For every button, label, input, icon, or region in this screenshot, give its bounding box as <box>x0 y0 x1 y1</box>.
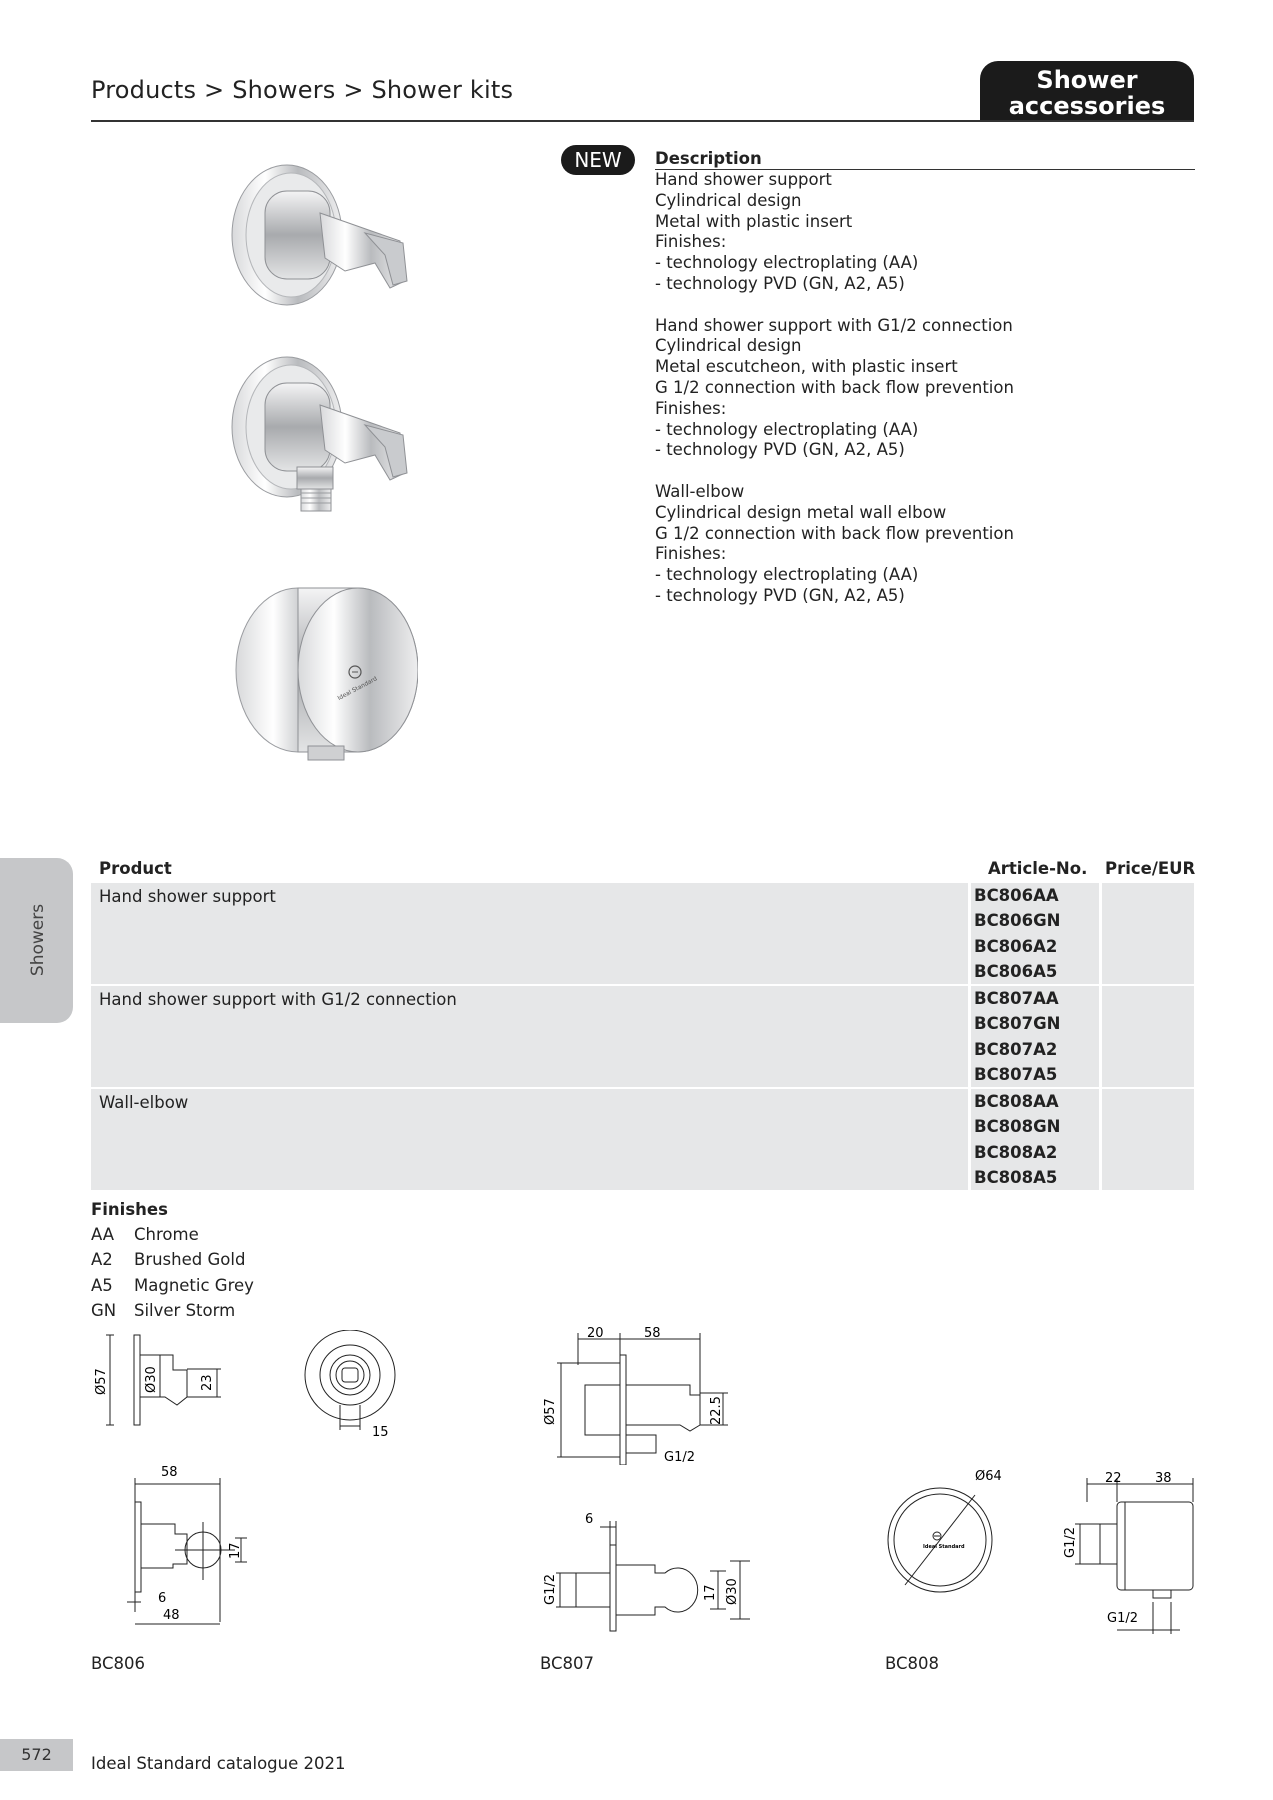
column-header-price: Price/EUR <box>1105 859 1196 878</box>
description-line: Cylindrical design metal wall elbow <box>655 502 947 522</box>
description-line: - technology electroplating (AA) <box>655 419 919 439</box>
article-number: BC806A2 <box>974 936 1058 956</box>
article-number: BC807AA <box>974 989 1059 1008</box>
article-number: BC806A5 <box>974 961 1058 981</box>
article-number: BC807A2 <box>974 1039 1058 1059</box>
dimension-label: 20 <box>587 1326 604 1341</box>
bc806-front-drawing <box>300 1330 410 1445</box>
article-number: BC807A5 <box>974 1064 1058 1084</box>
finish-name: Silver Storm <box>134 1300 236 1320</box>
dimension-label: 17 <box>703 1584 718 1601</box>
section-tab-line2: accessories <box>1008 92 1166 120</box>
dimension-label: G1/2 <box>543 1574 558 1605</box>
finishes-title: Finishes <box>91 1200 168 1219</box>
dimension-label: 38 <box>1155 1471 1172 1486</box>
description-line: - technology PVD (GN, A2, A5) <box>655 440 905 460</box>
finish-item <box>91 1298 254 1323</box>
article-number: BC806AA <box>974 886 1059 905</box>
article-number: BC807GN <box>974 1014 1061 1034</box>
drawing-label-bc806: BC806 <box>91 1654 146 1673</box>
table-row <box>91 1089 1194 1190</box>
article-number: BC808A5 <box>974 1167 1058 1187</box>
dimension-label: G1/2 <box>1107 1611 1138 1626</box>
description-line: - technology electroplating (AA) <box>655 565 919 585</box>
description <box>655 149 1195 628</box>
table-row <box>91 883 1194 984</box>
brand-mark: Ideal Standard <box>923 1544 965 1550</box>
product-name: Wall-elbow <box>99 1093 189 1112</box>
wall-elbow-image <box>228 580 418 765</box>
svg-text:Ideal Standard: Ideal Standard <box>336 675 379 703</box>
description-line: Finishes: <box>655 398 727 418</box>
table-row <box>91 986 1194 1087</box>
finish-name: Brushed Gold <box>134 1250 246 1270</box>
dimension-label: Ø30 <box>725 1578 740 1605</box>
bc807-side-drawing <box>540 1505 770 1635</box>
finish-name: Magnetic Grey <box>134 1275 254 1295</box>
article-number: BC806GN <box>974 911 1061 931</box>
dimension-label: G1/2 <box>664 1450 695 1465</box>
finishes-legend <box>91 1197 254 1323</box>
dimension-label: 23 <box>200 1374 215 1391</box>
description-line: Hand shower support with G1/2 connection <box>655 315 1013 335</box>
bc806-side-drawing <box>115 1462 265 1637</box>
description-line: Metal with plastic insert <box>655 211 853 231</box>
description-line: - technology PVD (GN, A2, A5) <box>655 585 905 605</box>
bc806-top-drawing <box>85 1325 265 1440</box>
column-header-product: Product <box>99 859 172 878</box>
article-number: BC808AA <box>974 1092 1059 1111</box>
description-line: Cylindrical design <box>655 190 802 210</box>
dimension-label: 17 <box>228 1542 243 1559</box>
dimension-label: Ø57 <box>94 1368 109 1395</box>
description-line: Metal escutcheon, with plastic insert <box>655 357 958 377</box>
dimension-label: Ø30 <box>144 1366 159 1393</box>
article-list <box>968 986 1102 1087</box>
description-line: Finishes: <box>655 232 727 252</box>
dimension-label: 6 <box>158 1591 167 1606</box>
bc808-side-drawing <box>1055 1462 1200 1642</box>
finish-name: Chrome <box>134 1225 199 1244</box>
page-number: 572 <box>0 1739 73 1771</box>
breadcrumb: Products > Showers > Shower kits <box>91 76 514 104</box>
product-name: Hand shower support with G1/2 connection <box>99 990 457 1009</box>
hand-shower-support-image <box>225 163 430 318</box>
article-list <box>968 883 1102 984</box>
dimension-label: 15 <box>372 1425 389 1440</box>
dimension-label: 48 <box>163 1608 180 1623</box>
dimension-label: G1/2 <box>1063 1527 1078 1558</box>
article-number: BC808GN <box>974 1117 1061 1137</box>
article-list <box>968 1089 1102 1190</box>
drawing-label-bc808: BC808 <box>885 1654 940 1673</box>
description-heading: Description <box>655 149 1195 170</box>
description-line: - technology PVD (GN, A2, A5) <box>655 273 905 293</box>
finish-item <box>91 1247 254 1272</box>
description-block-bc806 <box>655 170 1195 295</box>
dimension-label: 6 <box>585 1512 594 1527</box>
section-tab <box>980 61 1194 122</box>
description-block-bc808 <box>655 482 1195 607</box>
new-badge: NEW <box>561 145 635 175</box>
drawing-label-bc807: BC807 <box>540 1654 595 1673</box>
description-line: Wall-elbow <box>655 481 745 501</box>
product-name: Hand shower support <box>99 887 276 906</box>
dimension-label: 22.5 <box>709 1396 724 1425</box>
finish-code: A2 <box>91 1250 113 1270</box>
description-block-bc807 <box>655 316 1195 462</box>
finish-item <box>91 1222 254 1247</box>
description-line: G 1/2 connection with back flow prevention <box>655 377 1014 397</box>
dimension-label: 58 <box>161 1465 178 1480</box>
description-line: Finishes: <box>655 544 727 564</box>
description-line: Hand shower support <box>655 170 832 189</box>
section-tab-line1: Shower <box>1036 66 1138 94</box>
dimension-label: 58 <box>644 1326 661 1341</box>
description-line: - technology electroplating (AA) <box>655 253 919 273</box>
finish-code: GN <box>91 1300 117 1320</box>
bc807-top-drawing <box>540 1325 750 1465</box>
description-line: G 1/2 connection with back flow prevention <box>655 523 1014 543</box>
dimension-label: 22 <box>1105 1471 1122 1486</box>
hand-shower-support-g12-image <box>225 355 430 525</box>
description-line: Cylindrical design <box>655 336 802 356</box>
footer-catalogue: Ideal Standard catalogue 2021 <box>91 1754 346 1773</box>
finish-code: A5 <box>91 1275 113 1295</box>
table-header <box>91 855 1194 883</box>
bc808-front-drawing <box>875 1460 1025 1610</box>
finish-code: AA <box>91 1225 115 1244</box>
dimension-label: Ø64 <box>975 1469 1002 1484</box>
dimension-label: Ø57 <box>543 1398 558 1425</box>
side-tab-label: Showers <box>28 903 48 977</box>
header-divider <box>91 120 1194 122</box>
finish-item <box>91 1273 254 1298</box>
article-number: BC808A2 <box>974 1142 1058 1162</box>
column-header-article: Article-No. <box>988 859 1088 878</box>
product-table <box>91 855 1194 1192</box>
